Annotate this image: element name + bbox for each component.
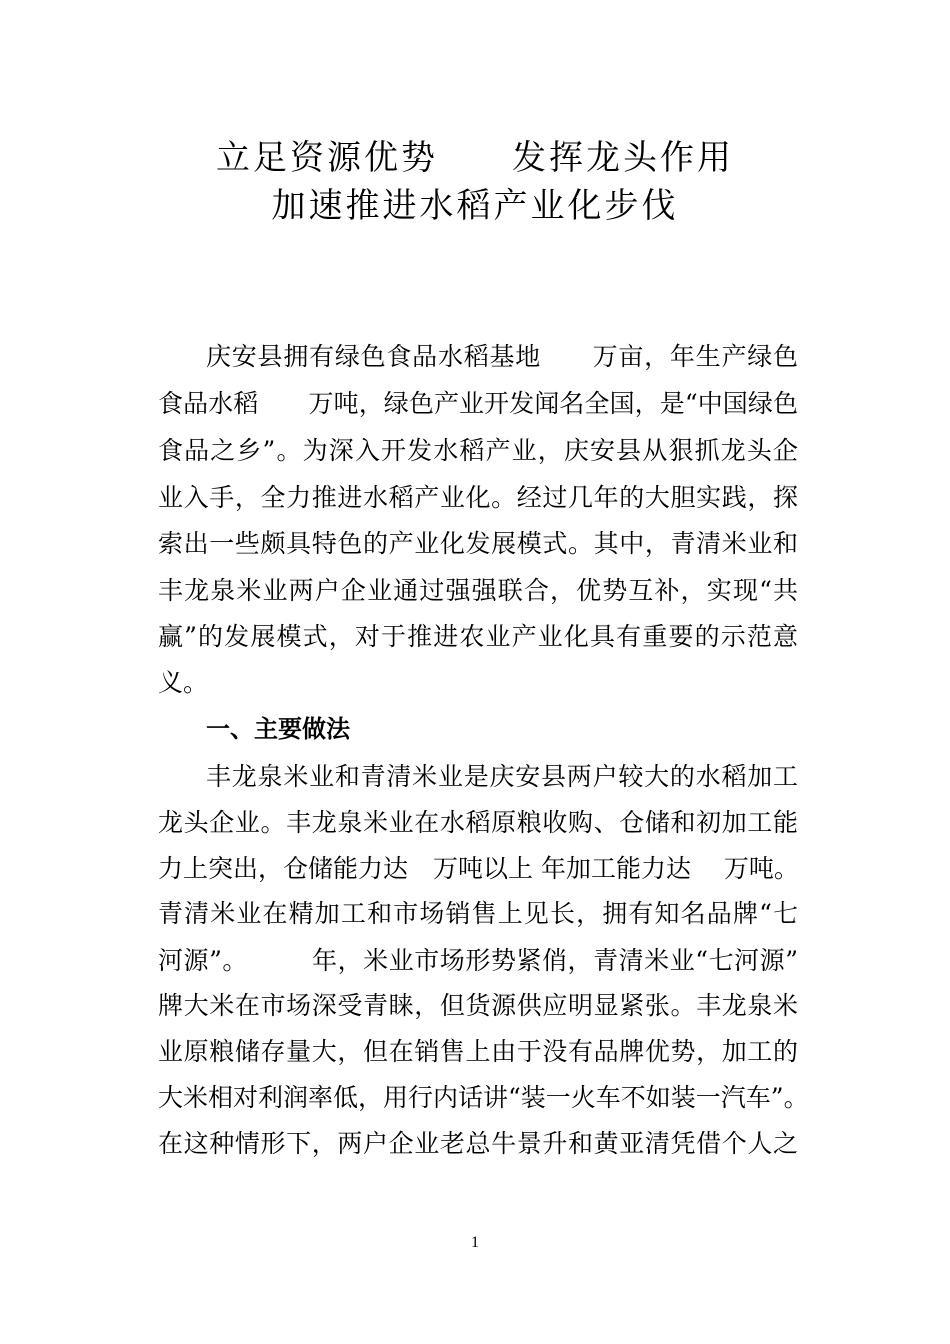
document-title-line-1: 立足资源优势 发挥龙头作用 (216, 138, 734, 178)
paragraph-line: 食品之乡”。为深入开发水稻产业，庆安县从狠抓龙头企 (158, 436, 798, 465)
paragraph-line: 业入手，全力推进水稻产业化。经过几年的大胆实践，探 (158, 483, 798, 512)
section-heading: 一、主要做法 (206, 715, 350, 743)
paragraph-line: 牌大米在市场深受青睐，但货源供应明显紧张。丰龙泉米 (158, 991, 798, 1020)
paragraph-line: 丰龙泉米业和青清米业是庆安县两户较大的水稻加工 (206, 762, 798, 791)
paragraph-line: 食品水稻 万吨，绿色产业开发闻名全国，是“中国绿色 (158, 389, 798, 418)
paragraph-line: 河源”。 年，米业市场形势紧俏，青清米业“七河源” (158, 946, 798, 975)
paragraph-line: 在这种情形下，两户企业老总牛景升和黄亚清凭借个人之 (158, 1129, 798, 1158)
paragraph-line: 业原粮储存量大，但在销售上由于没有品牌优势，加工的 (158, 1037, 798, 1066)
paragraph-line: 力上突出，仓储能力达 万吨以上 年加工能力达 万吨。 (158, 854, 799, 883)
paragraph-line: 庆安县拥有绿色食品水稻基地 万亩，年生产绿色 (206, 342, 798, 371)
paragraph-line: 赢”的发展模式，对于推进农业产业化具有重要的示范意 (158, 622, 798, 651)
paragraph-line: 丰龙泉米业两户企业通过强强联合，优势互补，实现“共 (158, 576, 798, 605)
paragraph-line: 大米相对利润率低，用行内话讲“装一火车不如装一汽车”。 (158, 1083, 809, 1112)
page-number: 1 (471, 1234, 479, 1251)
paragraph-line: 青清米业在精加工和市场销售上见长，拥有知名品牌“七 (158, 899, 798, 928)
paragraph-line: 索出一些颇具特色的产业化发展模式。其中，青清米业和 (158, 529, 798, 558)
paragraph-line: 龙头企业。丰龙泉米业在水稻原粮收购、仓储和初加工能 (158, 808, 798, 837)
document-title-line-2: 加速推进水稻产业化步伐 (271, 186, 679, 226)
paragraph-line: 义。 (158, 668, 209, 697)
